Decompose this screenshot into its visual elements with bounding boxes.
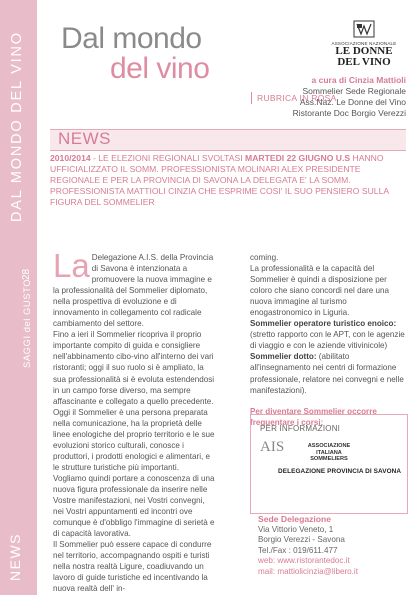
paragraph: Vogliamo quindi portare a conoscenza di una nuova figura professionale da inserire nelle Vostre manifestazioni, nei Vostri convegni, nei Vostri appuntamenti ed incontri ove comunque è d'obbligo l'immagine di serietà e di capacità lavorativa. — [53, 473, 215, 539]
contact-address: Borgio Verezzi - Savona — [258, 535, 345, 545]
ais-logo — [256, 439, 402, 483]
logo-line2: DEL VINO — [337, 56, 391, 68]
curator-title: a cura di Cinzia Mattioli — [311, 75, 406, 85]
curator-line: Ass.Naz. Le Donne del Vino — [299, 97, 406, 107]
contact-mail-link[interactable]: mail: mattiolicinzia@libero.it — [258, 566, 358, 576]
headline-date: 2010/2014 — [50, 153, 91, 163]
article-column-2 — [250, 252, 410, 428]
paragraph: La Delegazione A.I.S. della Provincia di Savona è intenzionata a promuovere la nuova immagine e la professionalità del Sommelier diplomato, nella prospettiva di evoluzione e di innovamento in collegamento col radicale cambiamento del settore. — [53, 247, 214, 329]
page-title-line1: Dal mondo — [61, 22, 202, 55]
cta-text: Per diventare Sommelier occorre frequentare i corsi: — [250, 406, 377, 427]
subheading: Sommelier dotto: — [250, 352, 317, 362]
dropcap: La — [53, 247, 90, 284]
rubrica-divider — [251, 92, 252, 104]
info-title: PER INFORMAZIONI — [260, 424, 341, 433]
headline-part2: HANNO UFFICIALIZZATO IL SOMM. PROFESSIONISTA MOLINARI ALEX PRESIDENTE REGIONALE E PER LA PROVINCIA DI SAVONA LA DELEGATA E' LA SOMM. PROFESSIONISTA MATTIOLI CINZIA CHE ESPRIME COSI' IL SUO PENSIERO SULLA FIGURA DEL SOMMELIER — [50, 153, 389, 207]
ais-name: ASSOCIAZIONE ITALIANA SOMMELIERS — [307, 443, 351, 463]
donne-del-vino-logo — [325, 20, 403, 68]
page-number: 28 — [21, 268, 32, 280]
subheading: Sommelier operatore turistico enoico: — [250, 319, 397, 329]
curator-block — [293, 75, 406, 119]
paragraph: coming. — [250, 253, 279, 262]
curator-line: Sommelier Sede Regionale — [302, 86, 406, 96]
sidebar-saggi: SAGGI del GUSTO — [22, 278, 33, 368]
ais-delegazione: DELEGAZIONE PROVINCIA DI SAVONA — [278, 468, 402, 475]
logo-small-text: ASSOCIAZIONE NAZIONALE — [331, 41, 397, 46]
paragraph: La professionalità e la capacità del Sommelier è quindi a disposizione per coloro che siano concordi nel dare una nuova immagine al turismo enogastronomico in Liguria. — [250, 264, 390, 318]
sidebar-section: NEWS — [7, 533, 23, 581]
paragraph: Sommelier operatore turistico enoico: (stretto rapporto con le APT, con le agenzie di viaggio e con le aziende vitivinicole) — [250, 319, 405, 351]
contact-phone: Tel./Fax : 019/611.477 — [258, 545, 338, 555]
article-column-1 — [53, 247, 215, 594]
news-label: NEWS — [58, 129, 111, 148]
rubrica-label: RUBRICA IN ROSA — [257, 93, 337, 103]
contact-block — [258, 514, 358, 578]
paragraph: Fino a ieri il Sommelier ricopriva il proprio importante compito di guida e consigliere nell'abbinamento cibo-vino all'interno dei vari ristoranti; oggi il suo ruolo si è ampliato, la sua professionalità si è evoluta estendendosi in un campo forse diverso, ma sempre affascinante e collegato a quello precedente. — [53, 330, 215, 406]
paragraph: Oggi il Sommelier è una persona preparata nella comunicazione, ha la proprietà delle linee enologiche del proprio territorio e le sue evoluzioni storico culturali, conosce i produttori, i prodotti enologici e alimentari, e le strutture turistiche più importanti. — [53, 407, 215, 472]
page-title-line2: del vino — [110, 52, 210, 85]
headline-part1: - LE ELEZIONI REGIONALI SVOLTASI — [90, 153, 246, 163]
logo-mark-icon — [353, 20, 375, 38]
curator-line: Ristorante Doc Borgio Verezzi — [292, 108, 406, 118]
paragraph: Sommelier dotto: (abilitato all'insegnamento nei centri di formazione professionale, relatore nei convegni e nelle manifestazioni). — [250, 352, 404, 395]
headline-bold: MARTEDI 22 GIUGNO U.S — [245, 153, 351, 163]
contact-address: Via Vittorio Veneto, 1 — [258, 524, 334, 534]
news-headline — [50, 153, 406, 208]
contact-name: Sede Delegazione — [258, 514, 332, 524]
paragraph: Il Sommelier può essere capace di condurre nel territorio, accompagnando ospiti e turisti nella nostra realtà Ligure, coadiuvando un lavoro di guide turistiche ed incentivando la nuova realtà dell' in- — [53, 540, 212, 594]
contact-web-link[interactable]: web: www.ristorantedoc.it — [258, 556, 350, 566]
sidebar-title: DAL MONDO DEL VINO — [9, 31, 25, 222]
logo-line1: LE DONNE — [335, 45, 393, 57]
ais-mark-icon: AIS — [260, 439, 285, 455]
